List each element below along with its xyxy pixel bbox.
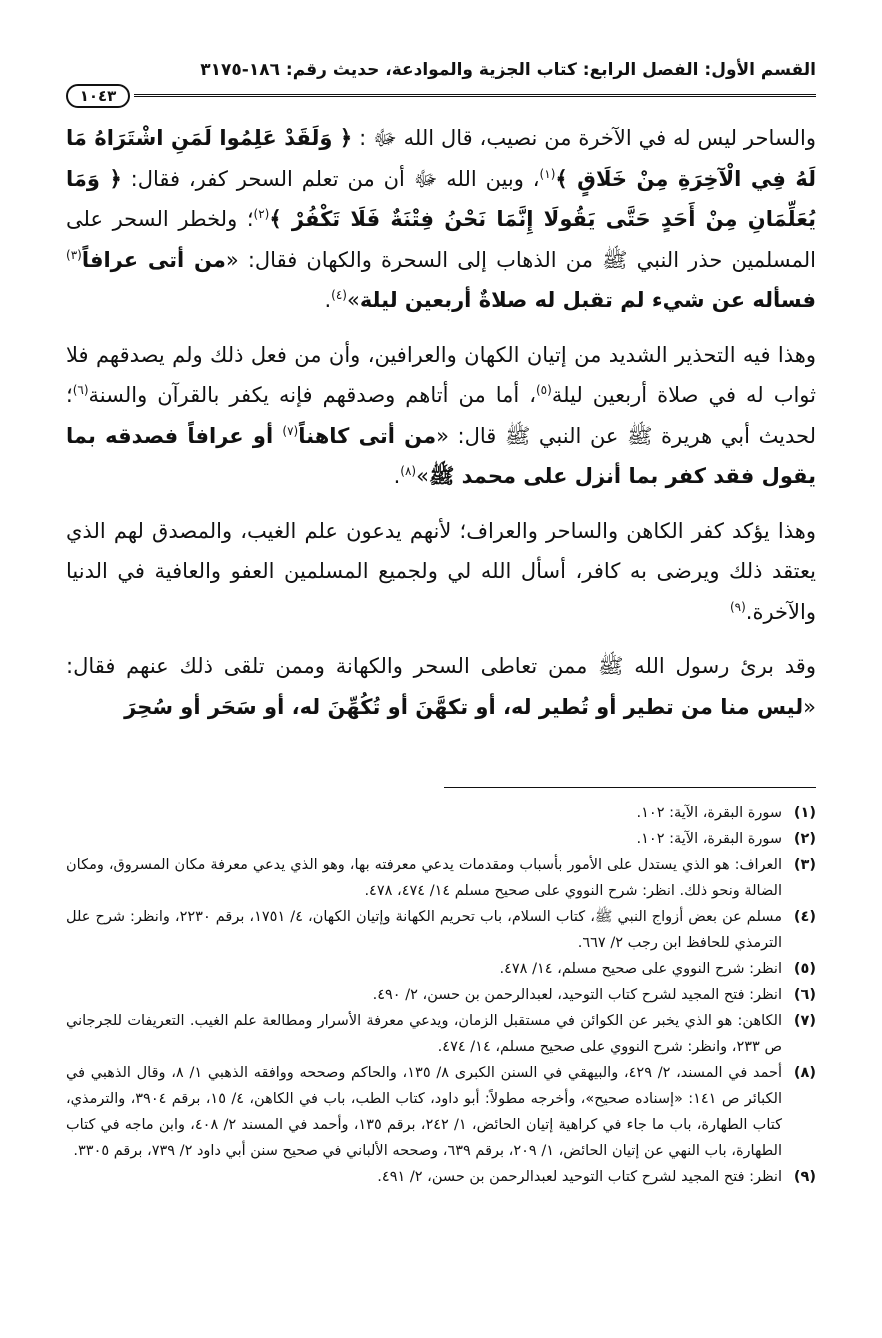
hadith-text: من أتى عرافاً — [81, 247, 226, 272]
footnote-ref[interactable]: (٢) — [253, 207, 270, 221]
footnote-text: الكاهن: هو الذي يخبر عن الكوائن في مستقبل الزمان، ويدعي معرفة الأسرار ومطالعة علم الغيب. التعريفات للجرجاني ص ٢٣٣، وانظر: شرح النووي على صحيح مسلم، ١٤/ ٤٧٤. — [66, 1013, 782, 1055]
hadith-text: ليس منا من تطير أو تُطير له، أو تكهَّنَ أو تُكُهِّنَ له، أو سَحَر أو سُحِرَ — [124, 694, 804, 719]
footnote-number: (٤) — [793, 909, 816, 925]
footnote-number: (٥) — [793, 961, 816, 977]
text-run: والساحر ليس له في الآخرة من نصيب، قال الله ﷻ : — [352, 126, 817, 150]
footnote-text: انظر: فتح المجيد لشرح كتاب التوحيد لعبدالرحمن بن حسن، ٢/ ٤٩١. — [377, 1169, 782, 1185]
main-text — [66, 118, 816, 743]
footnote-text: مسلم عن بعض أزواج النبي ﷺ، كتاب السلام، باب تحريم الكهانة وإتيان الكهان، ٤/ ١٧٥١، برقم ٢٢٣٠، وانظر: شرح علل الترمذي للحافظ ابن رجب ٢/ ٦٦٧. — [66, 909, 782, 951]
quran-verse: ﴿ وَمَا يُعَلِّمَانِ مِنْ أَحَدٍ حَتَّى يَقُولَا إِنَّمَا نَحْنُ فِتْنَةٌ فَلَا تَكْفُرْ ﴾ — [66, 166, 816, 231]
header-rule-row — [66, 84, 816, 110]
footnote-ref[interactable]: (٨) — [400, 464, 417, 478]
text-run: ؛ لحديث أبي هريرة ﷺ عن النبي ﷺ قال: « — [66, 383, 817, 448]
footnote-text: سورة البقرة، الآية: ١٠٢. — [636, 831, 782, 847]
footnote-text: أحمد في المسند، ٢/ ٤٢٩، والبيهقي في السنن الكبرى ٨/ ١٣٥، والحاكم وصححه ووافقه الذهبي ١/ ٨، وقال الذهبي في الكبائر ص ١٤١: «إسناده صحيح»، وأخرجه مطولاً: أبو داود، كتاب الطب، باب في الكاهن، ٤/ ١٥، برقم ٣٩٠٤، والترمذي، كتاب الطهارة، باب ما جاء في كراهية إتيان الحائض، ١/ ٢٤٢، برقم ١٣٥، وأحمد في المسند ٢/ ٤٠٨، وابن ماجه في كتاب الطهارة، باب النهي عن إتيان الحائض، ١/ ٢٠٩، برقم ٦٣٩، وصححه الألباني في صحيح سنن أبي داود ٢/ ٧٣٩، برقم ٣٣٠٥. — [66, 1065, 783, 1159]
footnote-item — [66, 904, 816, 956]
footnote-item — [66, 1164, 816, 1190]
footnote-ref[interactable]: (٦) — [72, 383, 89, 397]
footnote-ref[interactable]: (١) — [539, 166, 556, 181]
footnote-item — [66, 1008, 816, 1060]
text-run: . — [393, 464, 401, 488]
footnote-ref[interactable]: (٧) — [282, 423, 299, 438]
footnote-number: (٢) — [793, 831, 816, 847]
text-run: . — [324, 288, 332, 312]
text-run: وهذا فيه التحذير الشديد من إتيان الكهان والعرافين، وأن من فعل ذلك ولم يصدقهم فلا ثواب له في صلاة أربعين ليلة — [66, 342, 816, 407]
footnote-number: (١) — [793, 805, 816, 821]
footnote-number: (٦) — [793, 987, 816, 1003]
hadith-text: من أتى كاهناً — [298, 423, 437, 448]
footnote-ref[interactable]: (٣) — [66, 247, 82, 262]
hadith-text: أو عرافاً فصدقه بما يقول فقد كفر بما أنزل على محمد ﷺ — [66, 423, 816, 488]
text-run: » — [416, 464, 429, 488]
footnote-text: سورة البقرة، الآية: ١٠٢. — [636, 805, 782, 821]
footnotes — [66, 800, 816, 1190]
footnote-number: (٧) — [793, 1013, 816, 1029]
quran-verse: ﴿ وَلَقَدْ عَلِمُوا لَمَنِ اشْتَرَاهُ مَا لَهُ فِي الْآخِرَةِ مِنْ خَلَاقٍ ﴾ — [66, 126, 816, 191]
footnote-text: انظر: شرح النووي على صحيح مسلم، ١٤/ ٤٧٨. — [499, 961, 782, 977]
footnote-number: (٩) — [793, 1169, 816, 1185]
paragraph-1 — [66, 118, 816, 321]
footnote-text: العراف: هو الذي يستدل على الأمور بأسباب ومقدمات يدعي معرفته بها، وهو الذي يدعي معرفة مكان المسروق، ومكان الضالة ونحو ذلك. انظر: شرح النووي على صحيح مسلم ١٤/ ٤٧٤، ٤٧٨. — [66, 857, 782, 899]
paragraph-4 — [66, 646, 816, 727]
text-run: وقد برئ رسول الله ﷺ ممن تعاطى السحر والكهانة وممن تلقى ذلك عنهم فقال: « — [66, 654, 816, 719]
footnote-ref[interactable]: (٩) — [729, 599, 746, 614]
text-run: وهذا يؤكد كفر الكاهن والساحر والعراف؛ لأنهم يدعون علم الغيب، والمصدق لهم الذي يعتقد ذلك ويرضى به كافر، أسأل الله لي ولجميع المسلمين العفو والعافية في الدنيا والآخرة. — [66, 518, 816, 624]
text-run: ، أما من أتاهم وصدقهم فإنه يكفر بالقرآن والسنة — [88, 383, 536, 407]
paragraph-3 — [66, 511, 816, 633]
footnote-ref[interactable]: (٥) — [535, 383, 552, 397]
footnote-number: (٨) — [793, 1065, 816, 1081]
footnote-item — [66, 956, 816, 982]
running-header-title: القسم الأول: الفصل الرابع: كتاب الجزية والموادعة، حديث رقم: ١٨٦-٣١٧٥ — [200, 60, 816, 80]
page-number: ١٠٤٣ — [66, 84, 130, 108]
footnote-item — [66, 852, 816, 904]
footnote-item — [66, 826, 816, 852]
running-header — [66, 58, 816, 82]
footnote-text: انظر: فتح المجيد لشرح كتاب التوحيد، لعبدالرحمن بن حسن، ٢/ ٤٩٠. — [372, 987, 782, 1003]
text-run: » — [346, 288, 360, 312]
footnote-item — [66, 800, 816, 826]
text-run: ؛ ولخطر السحر على المسلمين حذر النبي ﷺ من الذهاب إلى السحرة والكهان فقال: « — [66, 207, 816, 272]
paragraph-2 — [66, 335, 816, 497]
hadith-text: فسأله عن شيء لم تقبل له صلاةٌ أربعين ليلة — [359, 288, 816, 312]
footnote-item — [66, 982, 816, 1008]
text-run: ، وبين الله ﷻ أن من تعلم السحر كفر، فقال: — [121, 166, 540, 191]
footnote-number: (٣) — [793, 857, 816, 873]
footnote-ref[interactable]: (٤) — [331, 288, 347, 302]
header-rule — [134, 94, 816, 97]
footnote-separator — [444, 787, 816, 788]
footnote-item — [66, 1060, 816, 1164]
